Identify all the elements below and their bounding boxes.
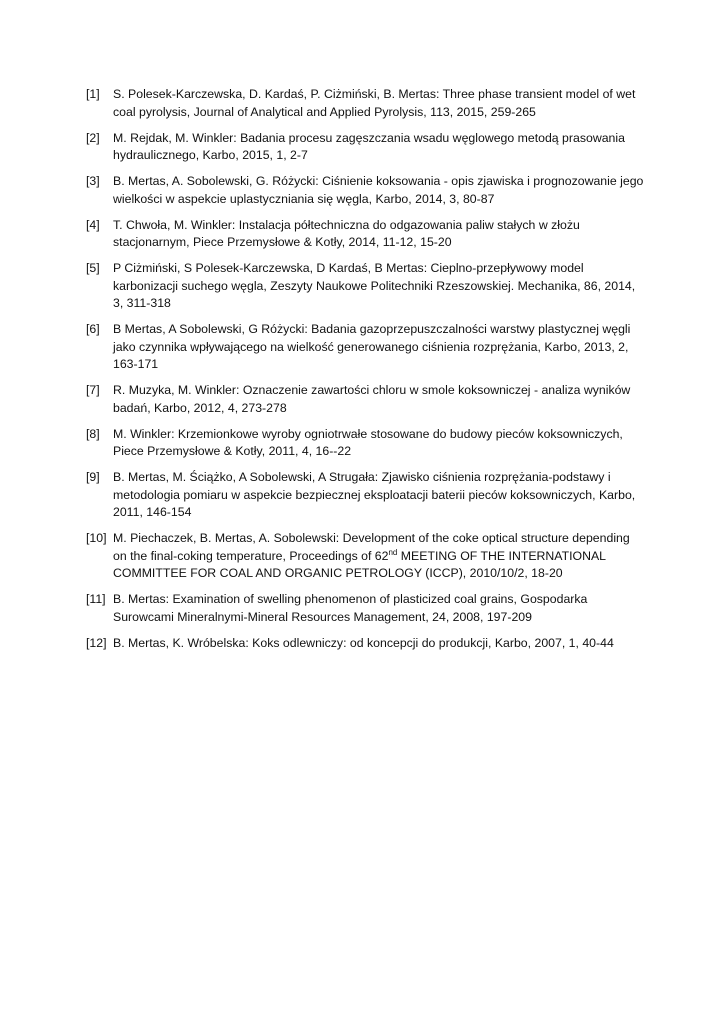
reference-number: [11] [86, 592, 106, 606]
reference-text: M. Rejdak, M. Winkler: Badania procesu zagęszczania wsadu węglowego metodą prasowania hydraulicznego, Karbo, 2015, 1, 2-7 [113, 130, 625, 162]
reference-number: [8] [86, 426, 100, 441]
reference-number: [1] [86, 87, 100, 101]
reference-item [86, 469, 646, 522]
reference-item [86, 382, 646, 417]
reference-text: B Mertas, A Sobolewski, G Różycki: Badania gazoprzepuszczalności warstwy plastycznej węgli jako czynnika wpływającego na wielkość generowanego ciśnienia rozprężania, Karbo, 2013, 2, 163-171 [113, 322, 631, 371]
reference-number: [3] [86, 174, 100, 188]
reference-item [86, 321, 646, 374]
reference-text-after: MEETING OF THE INTERNATIONAL COMMITTEE FOR COAL AND ORGANIC PETROLOGY (ICCP), 2010/10/2, 18-20 [113, 548, 606, 580]
reference-text: B. Mertas: Examination of swelling phenomenon of plasticized coal grains, Gospodarka Surowcami Mineralnymi-Mineral Resources Management, 24, 2008, 197-209 [113, 592, 588, 624]
reference-text: P Ciżmiński, S Polesek-Karczewska, D Kardaś, B Mertas: Cieplno-przepływowy model karbonizacji suchego węgla, Zeszyty Naukowe Politechniki Rzeszowskiej. Mechanika, 86, 2014, 3, 311-318 [113, 261, 636, 310]
reference-number: [4] [86, 217, 100, 232]
reference-item [86, 217, 646, 252]
reference-text: R. Muzyka, M. Winkler: Oznaczenie zawartości chloru w smole koksowniczej - analiza wyników badań, Karbo, 2012, 4, 273-278 [113, 383, 631, 415]
reference-number: [5] [86, 261, 100, 275]
reference-number: [7] [86, 383, 100, 397]
reference-text: B. Mertas, K. Wróbelska: Koks odlewniczy: od koncepcji do produkcji, Karbo, 2007, 1, 40-44 [113, 635, 614, 650]
reference-number: [12] [86, 635, 107, 650]
reference-item [86, 635, 646, 653]
reference-item [86, 260, 646, 313]
reference-item [86, 130, 646, 165]
reference-item [86, 426, 646, 461]
reference-text: B. Mertas, M. Ściążko, A Sobolewski, A Strugała: Zjawisko ciśnienia rozprężania-podstawy i metodologia pomiaru w aspekcie bezpiecznej eksploatacji baterii pieców koksowniczych, Karbo, 2011, 146-154 [113, 470, 636, 519]
reference-text [113, 530, 646, 583]
reference-text: M. Winkler: Krzemionkowe wyroby ogniotrwałe stosowane do budowy pieców koksowniczych, Piece Przemysłowe & Kotły, 2011, 4, 16--22 [113, 426, 623, 458]
reference-item [86, 530, 646, 583]
reference-text-before: M. Piechaczek, B. Mertas, A. Sobolewski: Development of the coke optical structure depending on the final-coking temperature, Proceedings of 62 [113, 531, 630, 563]
reference-text: S. Polesek-Karczewska, D. Kardaś, P. Ciżmiński, B. Mertas: Three phase transient model of wet coal pyrolysis, Journal of Analytical and Applied Pyrolysis, 113, 2015, 259-265 [113, 87, 636, 119]
reference-item [86, 591, 646, 626]
reference-item [86, 173, 646, 208]
ordinal-superscript: nd [388, 547, 398, 557]
reference-number: [10] [86, 531, 107, 545]
reference-text: T. Chwoła, M. Winkler: Instalacja półtechniczna do odgazowania paliw stałych w złożu stacjonarnym, Piece Przemysłowe & Kotły, 2014, 11-12, 15-20 [113, 217, 580, 249]
reference-text: B. Mertas, A. Sobolewski, G. Różycki: Ciśnienie koksowania - opis zjawiska i prognozowanie jego wielkości w aspekcie uplastyczniania się węgla, Karbo, 2014, 3, 80-87 [113, 174, 644, 206]
reference-number: [2] [86, 130, 100, 145]
reference-list [86, 86, 646, 661]
reference-item [86, 86, 646, 121]
reference-number: [6] [86, 322, 100, 336]
reference-number: [9] [86, 470, 100, 484]
